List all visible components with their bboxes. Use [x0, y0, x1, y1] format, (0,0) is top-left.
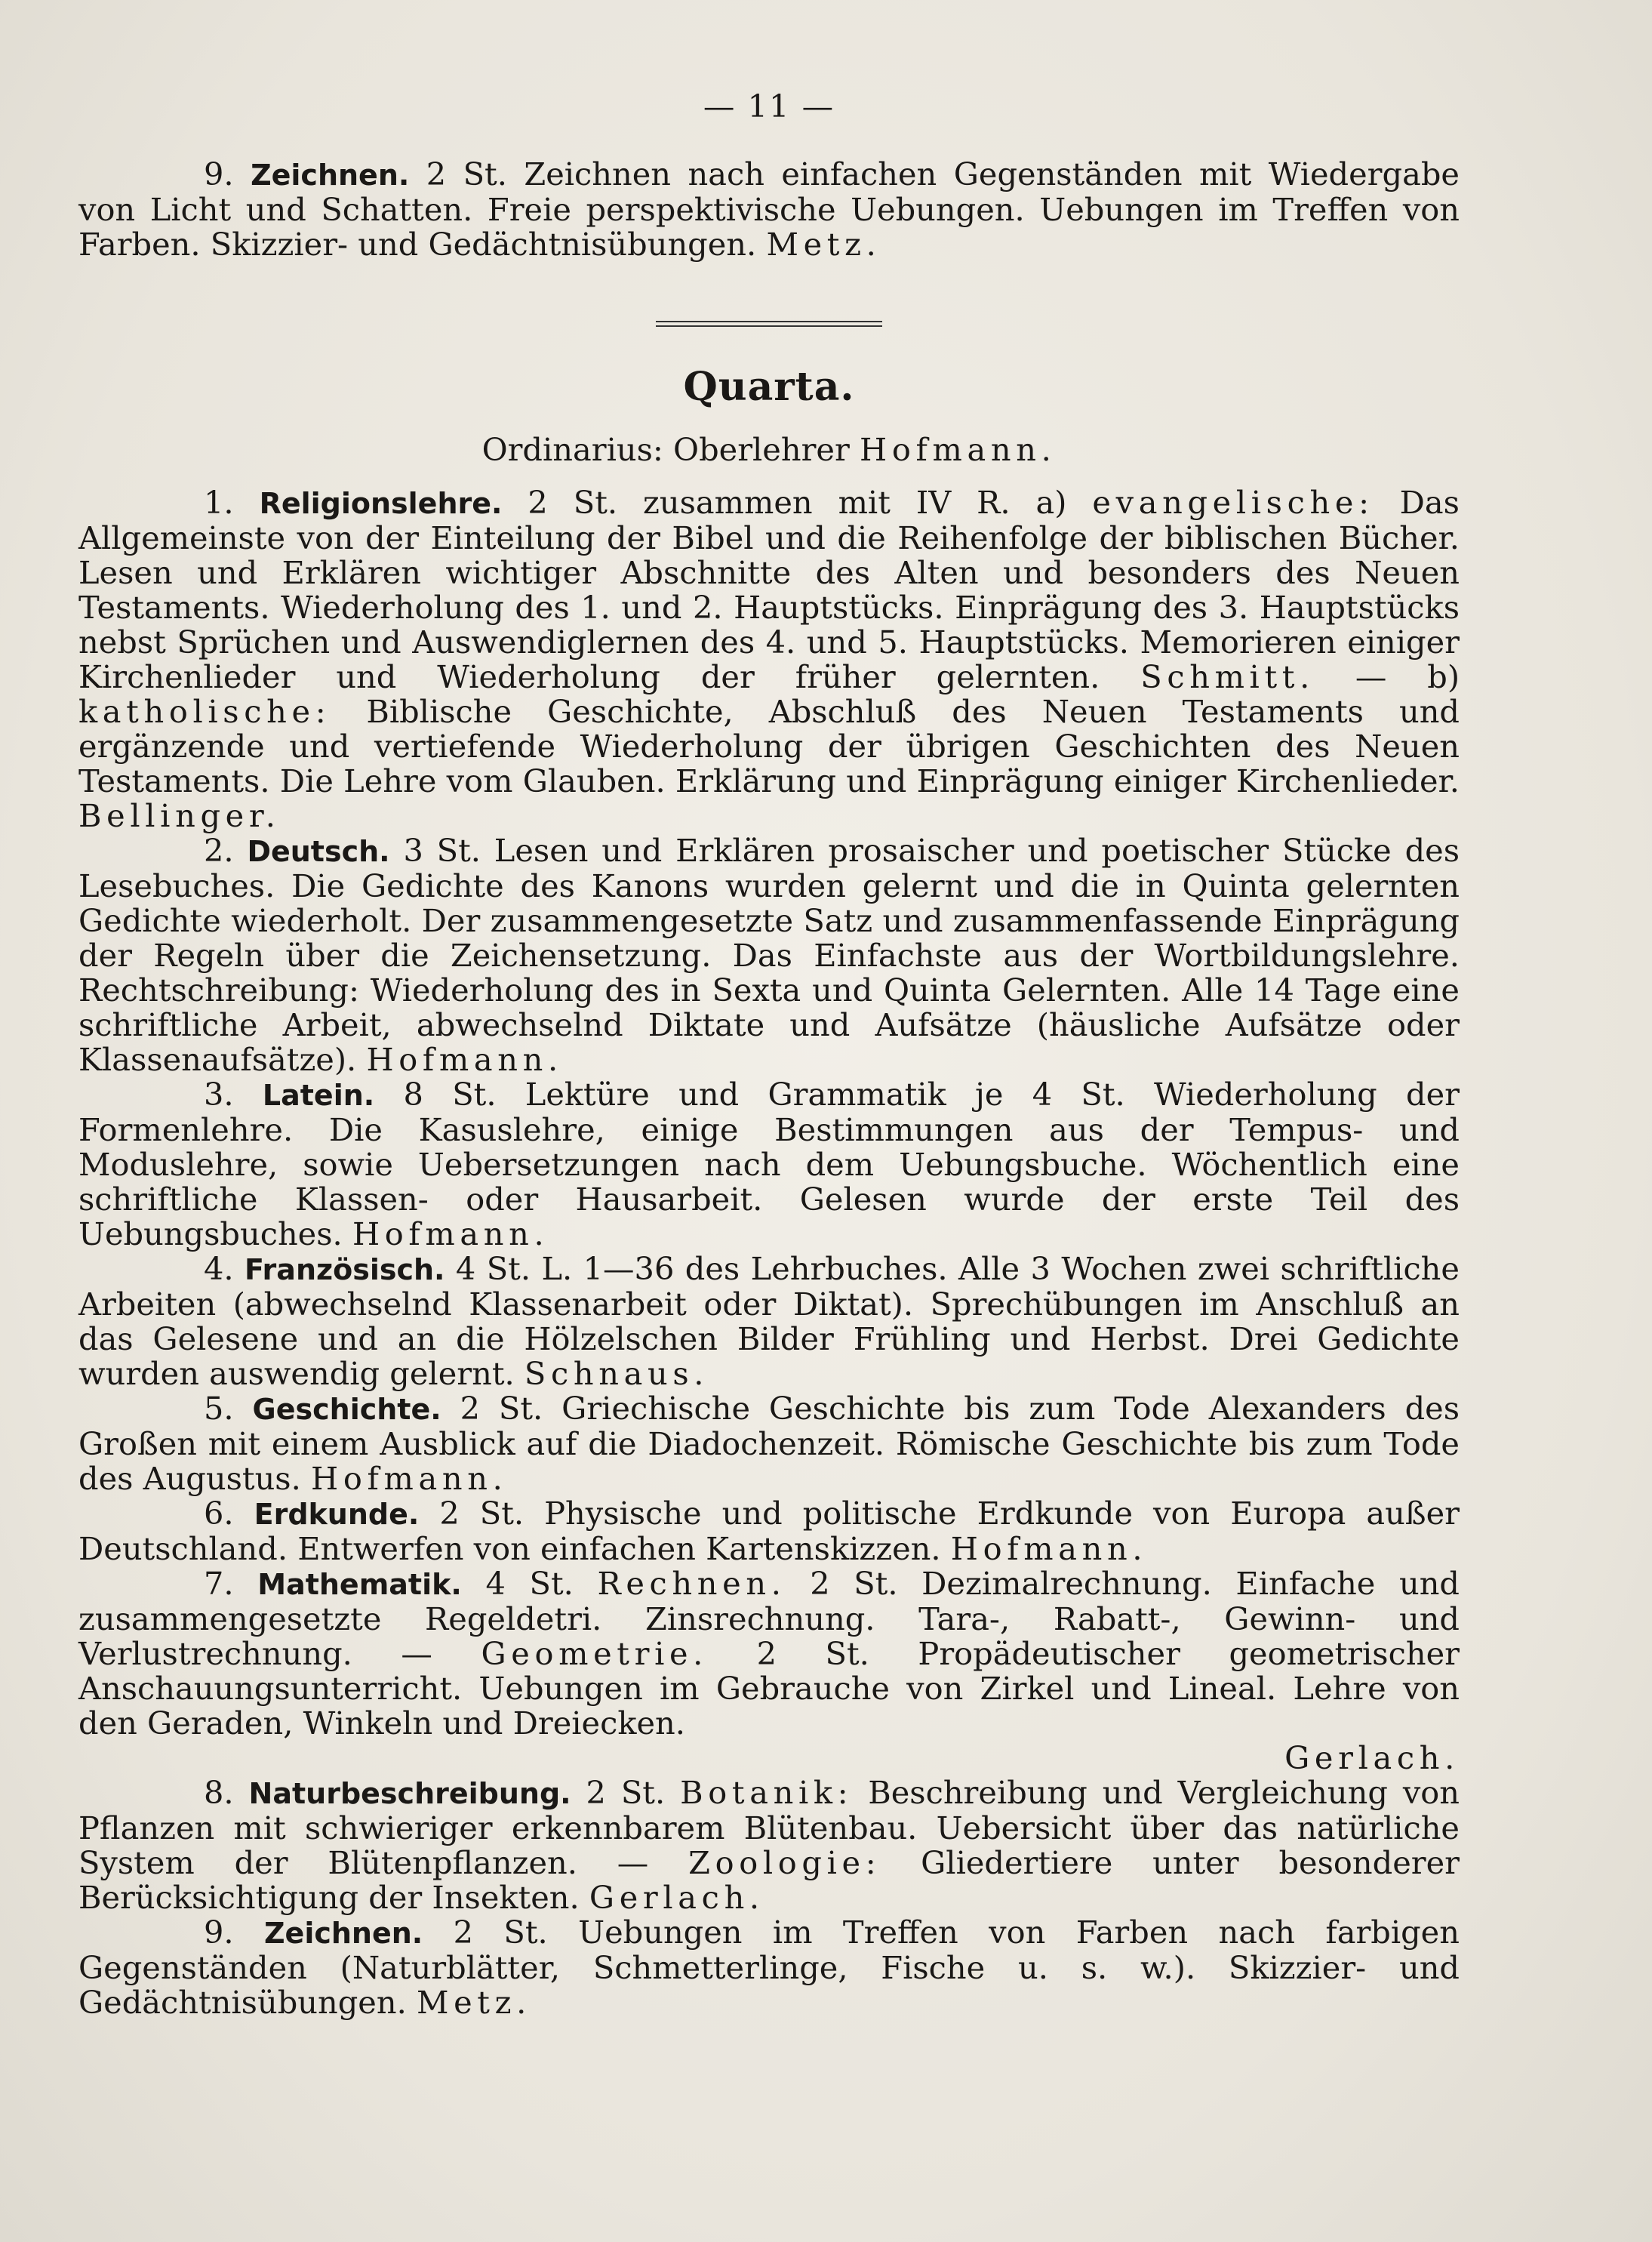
teacher-name: Hofmann.	[352, 1215, 549, 1252]
item-zeichnen: 9. Zeichnen. 2 St. Uebungen im Treffen von Farben nach farbigen Gegenständen (Naturblätter, Schmetterlinge, Fische u. s. w.). Skizzier- und Gedächtnisübungen. Metz.	[78, 1914, 1460, 2021]
ordinarius-line: Ordinarius: Oberlehrer Hofmann.	[481, 431, 1057, 468]
teacher-name: Hofmann.	[311, 1460, 508, 1497]
item-franzoesisch: 4. Französisch. 4 St. L. 1—36 des Lehrbuches. Alle 3 Wochen zwei schriftliche Arbeiten (abwechselnd Klassenarbeit oder Diktat). Sprechübungen im Anschluß an das Gelesene und an die Hölzelschen Bilder Frühling und Herbst. Drei Gedichte wurden auswendig gelernt. Schnaus.	[78, 1250, 1460, 1392]
page-content	[78, 89, 1460, 2020]
teacher-name: Schmitt.	[1140, 658, 1315, 695]
prev-item-zeichnen: 9. Zeichnen. 2 St. Zeichnen nach einfachen Gegenständen mit Wiedergabe von Licht und Schatten. Freie perspektivische Uebungen. Uebungen im Treffen von Farben. Skizzier- und Gedächtnisübungen. Metz.	[78, 156, 1460, 263]
page-number: — 11 —	[703, 88, 835, 125]
subject-label: Zeichnen.	[264, 1917, 423, 1950]
item-mathematik-teacher	[78, 1741, 1460, 1775]
subject-label: Erdkunde.	[254, 1498, 420, 1531]
item-religionslehre: 1. Religionslehre. 2 St. zusammen mit IV R. a) evangelische: Das Allgemeinste von der Einteilung der Bibel und die Reihenfolge der biblischen Bücher. Lesen und Erklären wichtiger Abschnitte des Alten und besonders des Neuen Testaments. Wiederholung des 1. und 2. Hauptstücks. Einprägung des 3. Hauptstücks nebst Sprüchen und Auswendiglernen des 4. und 5. Hauptstücks. Memorieren einiger Kirchenlieder und Wiederholung der früher gelernten. Schmitt. — b) katholische: Biblische Geschichte, Abschluß des Neuen Testaments und ergänzende und vertiefende Wiederholung der übrigen Geschichten des Neuen Testaments. Die Lehre vom Glauben. Erklärung und Einprägung einiger Kirchenlieder. Bellinger.	[78, 484, 1460, 834]
subject-label: Geschichte.	[252, 1393, 441, 1426]
subject-label: Französisch.	[245, 1253, 445, 1286]
item-deutsch: 2. Deutsch. 3 St. Lesen und Erklären prosaischer und poetischer Stücke des Lesebuches. Die Gedichte des Kanons wurden gelernt und die in Quinta gelernten Gedichte wiederholt. Der zusammengesetzte Satz und zusammenfassende Einprägung der Regeln über die Zeichensetzung. Das Einfachste aus der Wortbildungslehre. Rechtschreibung: Wiederholung des in Sexta und Quinta Gelernten. Alle 14 Tage eine schriftliche Arbeit, abwechselnd Diktate und Aufsätze (häusliche Aufsätze oder Klassenaufsätze). Hofmann.	[78, 832, 1460, 1078]
section-divider	[656, 321, 882, 330]
item-latein: 3. Latein. 8 St. Lektüre und Grammatik je 4 St. Wiederholung der Formenlehre. Die Kasuslehre, einige Bestimmungen aus der Tempus- und Moduslehre, sowie Uebersetzungen nach dem Uebungsbuche. Wöchentlich eine schriftliche Klassen- oder Hausarbeit. Gelesen wurde der erste Teil des Uebungsbuches. Hofmann.	[78, 1076, 1460, 1252]
section-title: Quarta.	[683, 364, 855, 410]
teacher-name: Gerlach.	[589, 1879, 764, 1916]
subject-label: Latein.	[262, 1079, 375, 1112]
ordinarius-name: Hofmann.	[860, 431, 1057, 468]
teacher-name: Bellinger.	[78, 797, 281, 834]
item-naturbeschreibung: 8. Naturbeschreibung. 2 St. Botanik: Beschreibung und Vergleichung von Pflanzen mit schwieriger erkennbarem Blütenbau. Uebersicht über das natürliche System der Blütenpflanzen. — Zoologie: Gliedertiere unter besonderer Berücksichtigung der Insekten. Gerlach.	[78, 1774, 1460, 1916]
subject-label: Religionslehre.	[259, 487, 503, 520]
item-erdkunde: 6. Erdkunde. 2 St. Physische und politische Erdkunde von Europa außer Deutschland. Entwerfen von einfachen Kartenskizzen. Hofmann.	[78, 1495, 1460, 1567]
subject-label: Mathematik.	[257, 1568, 462, 1601]
teacher-name: Hofmann.	[950, 1530, 1148, 1567]
subject-label: Zeichnen.	[251, 159, 410, 192]
teacher-name: Schnaus.	[524, 1355, 709, 1392]
item-mathematik: 7. Mathematik. 4 St. Rechnen. 2 St. Dezimalrechnung. Einfache und zusammengesetzte Regeldetri. Zinsrechnung. Tara-, Rabatt-, Gewinn- und Verlustrechnung. — Geometrie. 2 St. Propädeutischer geometrischer Anschauungsunterricht. Uebungen im Gebrauche von Zirkel und Lineal. Lehre von den Geraden, Winkeln und Dreiecken.	[78, 1565, 1460, 1742]
subject-label: Deutsch.	[247, 835, 390, 868]
teacher-name: Metz.	[416, 1984, 531, 2021]
item-geschichte: 5. Geschichte. 2 St. Griechische Geschichte bis zum Tode Alexanders des Großen mit einem Ausblick auf die Diadochenzeit. Römische Geschichte bis zum Tode des Augustus. Hofmann.	[78, 1390, 1460, 1497]
teacher-name: Gerlach.	[1284, 1739, 1460, 1776]
teacher-name: Metz.	[766, 226, 881, 263]
subject-label: Naturbeschreibung.	[248, 1777, 571, 1810]
teacher-name: Hofmann.	[366, 1041, 563, 1078]
